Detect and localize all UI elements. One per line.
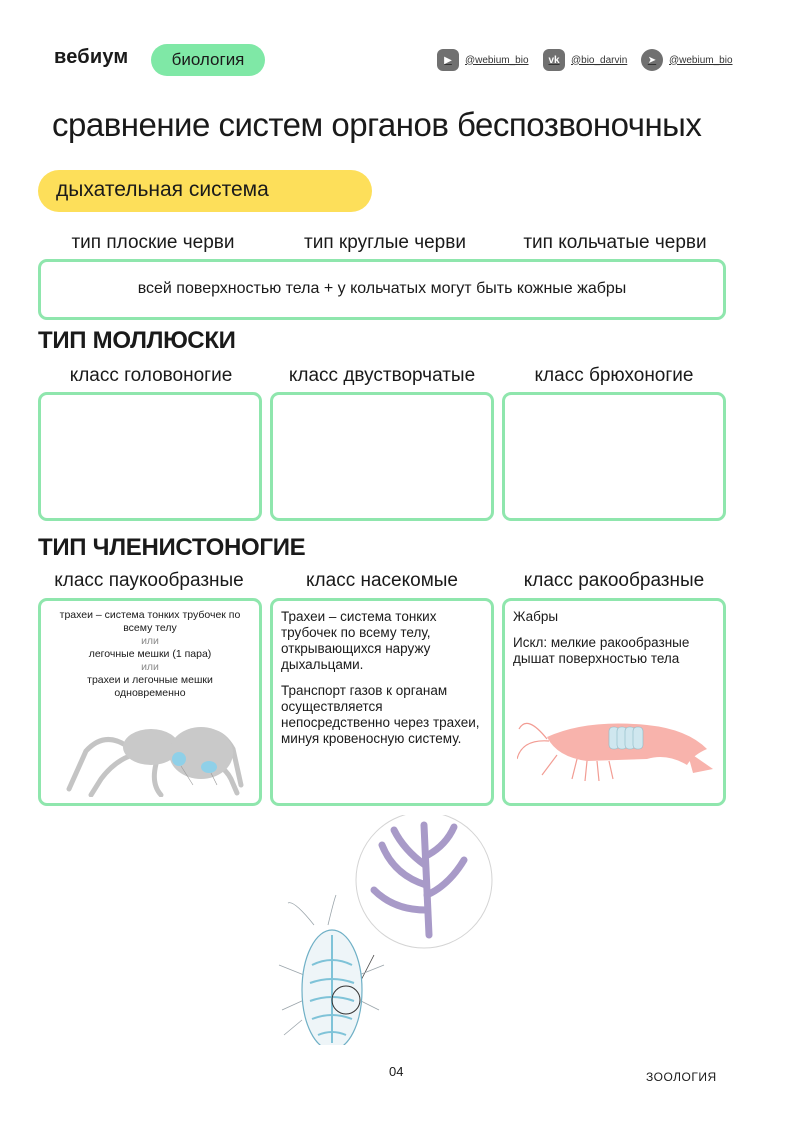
youtube-icon: ▶ [437, 49, 459, 71]
column-header-bivalves: класс двустворчатые [288, 365, 476, 386]
arthropods-heading: ТИП ЧЛЕНИСТОНОГИЕ [38, 534, 306, 561]
column-header-insects: класс насекомые [306, 570, 458, 591]
cockroach-trachea-illustration [274, 815, 499, 1045]
social-handle: @webium_bio [669, 54, 733, 66]
column-header-crustaceans: класс ракообразные [523, 570, 705, 591]
column-header-cephalopods: класс головоногие [69, 365, 233, 386]
spider-illustration [61, 719, 251, 797]
telegram-icon: ➤ [641, 49, 663, 71]
page-number: 04 [389, 1064, 404, 1079]
arachnids-or-2: или [141, 661, 159, 673]
insects-paragraph-2: Транспорт газов к органам осуществляется непосредственно через трахеи, минуя кровеносную систему. [281, 683, 480, 746]
page-title: сравнение систем органов беспозвоночных [52, 106, 702, 143]
footer-topic: ЗООЛОГИЯ [646, 1070, 717, 1084]
column-header-gastropods: класс брюхоногие [534, 365, 694, 386]
crustaceans-answer-box [502, 598, 726, 806]
vk-icon: vk [543, 49, 565, 71]
column-header-flatworms: тип плоские черви [71, 232, 235, 253]
column-header-arachnids: класс паукообразные [54, 570, 244, 591]
arachnids-line-3: трахеи и легочные мешки одновременно [87, 674, 213, 699]
crustaceans-paragraph-2: Искл: мелкие ракообразные дышат поверхностью тела [513, 635, 690, 666]
section-badge: дыхательная система [38, 170, 372, 212]
column-header-roundworms: тип круглые черви [304, 232, 466, 253]
crustaceans-paragraph-1: Жабры [513, 609, 559, 624]
social-handle: @webium_bio [465, 54, 529, 66]
insects-paragraph-1: Трахеи – система тонких трубочек по всему телу, открывающихся наружу дыхальцами. [281, 609, 437, 672]
shrimp-illustration [517, 709, 717, 787]
cephalopods-answer-box[interactable] [38, 392, 262, 521]
subject-badge: биология [151, 44, 265, 76]
arachnids-line-1: трахеи – система тонких трубочек по всему телу [59, 609, 241, 634]
social-telegram[interactable] [641, 49, 733, 71]
social-vk[interactable] [543, 49, 627, 71]
brand-logo: вебиум [54, 46, 129, 68]
arachnids-or-1: или [141, 635, 159, 647]
arachnids-line-2: легочные мешки (1 пара) [88, 648, 212, 660]
social-handle: @bio_darvin [571, 54, 628, 66]
arachnids-answer-box [38, 598, 262, 806]
bivalves-answer-box[interactable] [270, 392, 494, 521]
worms-answer-box [38, 259, 726, 320]
social-youtube[interactable] [437, 49, 529, 71]
insects-answer-box [270, 598, 494, 806]
gastropods-answer-box[interactable] [502, 392, 726, 521]
mollusks-heading: ТИП МОЛЛЮСКИ [38, 327, 236, 354]
worms-answer-text: всей поверхностью тела + у кольчатых могут быть кожные жабры [137, 280, 627, 297]
column-header-annelids: тип кольчатые черви [523, 232, 707, 253]
